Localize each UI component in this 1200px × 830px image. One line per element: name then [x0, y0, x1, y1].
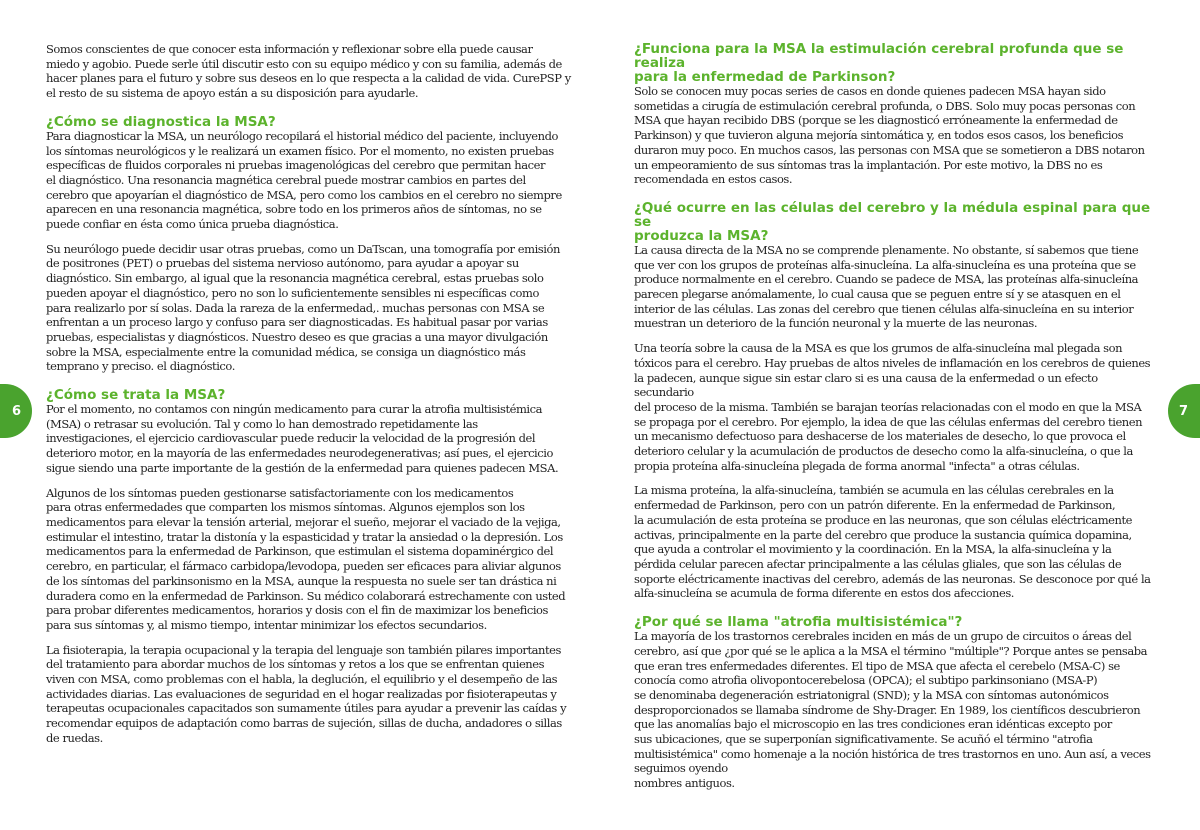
name-paragraph: La mayoría de los trastornos cerebrales inciden en más de un grupo de circuitos o áreas del cerebro, así que ¿por qué se le aplica a la MSA el término "múltiple"? Porque antes se pensaba que eran tres enfermedades diferentes. El tipo de MSA que afecta el cerebelo (MSA-C) se conocía como atrofia olivopontocerebelosa (OPCA); el subtipo parkinsoniano (MSA-P) se denominaba degeneración estriatonigral (SND); y la MSA con síntomas autonómicos desproporcionados se llamaba síndrome de Shy-Drager. En 1989, los científicos descubrieron que las anomalías bajo el microscopio en las tres condiciones eran idénticas excepto por sus ubicaciones, que se superponían significativamente. Se acuñó el término "atrofia multisistémica" como homenaje a la noción histórica de tres trastornos en uno. Aun así, a veces seguimos oyendo nombres antiguos. — [634, 629, 1151, 791]
page-number-right: 7 — [1178, 403, 1188, 419]
treatment-section — [46, 388, 574, 476]
dbs-paragraph: Solo se conocen muy pocas series de casos en donde quienes padecen MSA hayan sido sometidas a cirugía de estimulación cerebral profunda, o DBS. Solo muy pocas personas con MSA que hayan recibido DBS (porque se les diagnosticó erróneamente la enfermedad de Parkinson) y que tuvieron alguna mejoría sintomática y, en todos esos casos, los beneficios duraron muy poco. En muchos casos, las personas con MSA que se sometieron a DBS notaron un empeoramiento de sus síntomas tras la implantación. Por este motivo, la DBS no es recomendada en estos casos. — [634, 84, 1145, 187]
treatment-heading: ¿Cómo se trata la MSA? — [46, 387, 226, 404]
cells-section-2 — [634, 341, 1158, 473]
cells-section — [634, 201, 1158, 331]
cells-paragraph-1: La causa directa de la MSA no se comprende plenamente. No obstante, sí sabemos que tiene que ver con los grupos de proteínas alfa-sinucleína. La alfa-sinucleína es una proteína que se produce normalmente en el cerebro. Cuando se padece de MSA, las proteínas alfa-sinucleína parecen plegarse anómalamente, lo cual causa que se peguen entre sí y se atasquen en el interior de las células. Las zonas del cerebro que tienen células alfa-sinucleína en su interior muestran un deterioro de la función neuronal y la muerte de las neuronas. — [634, 242, 1139, 331]
diagnosis-section — [46, 115, 574, 232]
diagnosis-paragraph-2: Su neurólogo puede decidir usar otras pruebas, como un DaTscan, una tomografía por emisión de positrones (PET) o pruebas del sistema nervioso autónomo, para ayudar a apoyar su diagnóstico. Sin embargo, al igual que la resonancia magnética cerebral, estas pruebas solo pueden apoyar el diagnóstico, pero no son lo suficientemente sensibles ni específicas como para realizarlo por sí solas. Dada la rareza de la enfermedad,. muchas personas con MSA se enfrentan a un proceso largo y confuso para ser diagnosticadas. Es habitual pasar por varias pruebas, especialistas y diagnósticos. Nuestro deseo es que gracias a una mayor divulgación sobre la MSA, especialmente entre la comunidad médica, se consiga un diagnóstico más temprano y preciso. el diagnóstico. — [46, 241, 560, 374]
cells-heading: ¿Qué ocurre en las células del cerebro y la médula espinal para que se produzca la MSA? — [634, 199, 1151, 244]
treatment-paragraph-1: Por el momento, no contamos con ningún medicamento para curar la atrofia multisistémica (MSA) o retrasar su evolución. Tal y como lo han demostrado repetidamente las investigaciones, el ejercicio cardiovascular puede reducir la velocidad de la progresión del deterioro motor, en la mayoría de las enfermedades neurodegenerativas; así pues, el ejercicio sigue siendo una parte importante de la gestión de la enfermedad para quienes padecen MSA. — [46, 402, 559, 475]
dbs-section — [634, 42, 1158, 187]
treatment-paragraph-3: La fisioterapia, la terapia ocupacional y la terapia del lenguaje son también pilares importantes del tratamiento para abordar muchos de los síntomas y retos a los que se enfrentan quienes viven con MSA, como problemas con el habla, la deglución, el equilibrio y el desempeño de las actividades diarias. Las evaluaciones de seguridad en el hogar realizadas por fisioterapeutas y terapeutas ocupacionales capacitados son sumamente útiles para ayudar a prevenir las caídas y recomendar equipos de adaptación como barras de sujeción, sillas de ducha, andadores o sillas de ruedas. — [46, 642, 567, 745]
page-number-left: 6 — [12, 403, 22, 419]
right-page — [634, 42, 1158, 801]
diagnosis-paragraph-1: Para diagnosticar la MSA, un neurólogo recopilará el historial médico del paciente, incluyendo los síntomas neurológicos y le realizará un examen físico. Por el momento, no existen pruebas específicas de fluidos corporales ni pruebas imagenológicas del cerebro que permitan hacer el diagnóstico. Una resonancia magnética cerebral puede mostrar cambios en partes del cerebro que apoyarían el diagnóstico de MSA, pero como los cambios en el cerebro no siempre aparecen en una resonancia magnética, sobre todo en los primeros años de síntomas, no se puede confiar en ésta como única prueba diagnóstica. — [46, 128, 562, 232]
dbs-heading: ¿Funciona para la MSA la estimulación cerebral profunda que se realiza para la enfermedad de Parkinson? — [634, 41, 1124, 85]
treatment-section-2 — [46, 486, 574, 633]
cells-paragraph-3: La misma proteína, la alfa-sinucleína, también se acumula en las células cerebrales en la enfermedad de Parkinson, pero con un patrón diferente. En la enfermedad de Parkinson, la acumulación de esta proteína se produce en las neuronas, que son células eléctricamente activas, principalmente en la parte del cerebro que produce la sustancia química dopamina, que ayuda a controlar el movimiento y la coordinación. En la MSA, la alfa-sinucleína y la pérdida celular parecen afectar principalmente a las células gliales, que son las células de soporte eléctricamente inactivas del cerebro, además de las neuronas. Se desconoce por qué la alfa-sinucleína se acumula de forma diferente en estos dos afecciones. — [634, 483, 1151, 601]
diagnosis-heading: ¿Cómo se diagnostica la MSA? — [46, 113, 276, 130]
name-heading: ¿Por qué se llama "atrofia multisistémica"? — [634, 614, 963, 631]
cells-paragraph-2: Una teoría sobre la causa de la MSA es que los grumos de alfa-sinucleína mal plegada son tóxicos para el cerebro. Hay pruebas de altos niveles de inflamación en los cerebros de quienes la padecen, aunque sigue sin estar claro si es una causa de la enfermedad o un efecto secundario del proceso de la misma. También se barajan teorías relacionadas con el modo en que la MSA se propaga por el cerebro. Por ejemplo, la idea de que las células enfermas del cerebro tienen un mecanismo defectuoso para deshacerse de los materiales de desecho, lo que provoca el deterioro celular y la acumulación de productos de desecho como la alfa-sinucleína, o que la propia proteína alfa-sinucleína plegada de forma anormal "infecta" a otras células. — [634, 341, 1151, 473]
treatment-section-3 — [46, 643, 574, 746]
page-number-tab-left — [0, 384, 32, 438]
cells-section-3 — [634, 483, 1158, 601]
diagnosis-section-2 — [46, 242, 574, 374]
intro-paragraph: Somos conscientes de que conocer esta información y reflexionar sobre ella puede causar miedo y agobio. Puede serle útil discutir esto con su equipo médico y con su familia, además de hacer planes para el futuro y sobre sus deseos en lo que respecta a la calidad de vida. CurePSP y el resto de su sistema de apoyo están a su disposición para ayudarle. — [46, 42, 571, 101]
left-page — [46, 42, 574, 756]
name-section — [634, 615, 1158, 791]
page-number-tab-right — [1168, 384, 1200, 438]
intro-block — [46, 42, 574, 101]
treatment-paragraph-2: Algunos de los síntomas pueden gestionarse satisfactoriamente con los medicamentos para otras enfermedades que comparten los mismos síntomas. Algunos ejemplos son los medicamentos para elevar la tensión arterial, mejorar el sueño, mejorar el vaciado de la vejiga, estimular el intestino, tratar la distonía y la espasticidad y tratar la ansiedad o la depresión. Los medicamentos para la enfermedad de Parkinson, que estimulan el sistema dopaminérgico del cerebro, en particular, el fármaco carbidopa/levodopa, pueden ser eficaces para aliviar algunos de los síntomas del parkinsonismo en la MSA, aunque la respuesta no suele ser tan drástica ni duradera como en la enfermedad de Parkinson. Su médico colaborará estrechamente con usted para probar diferentes medicamentos, horarios y dosis con el fin de maximizar los beneficios para sus síntomas y, al mismo tiempo, intentar minimizar los efectos secundarios. — [46, 485, 566, 632]
